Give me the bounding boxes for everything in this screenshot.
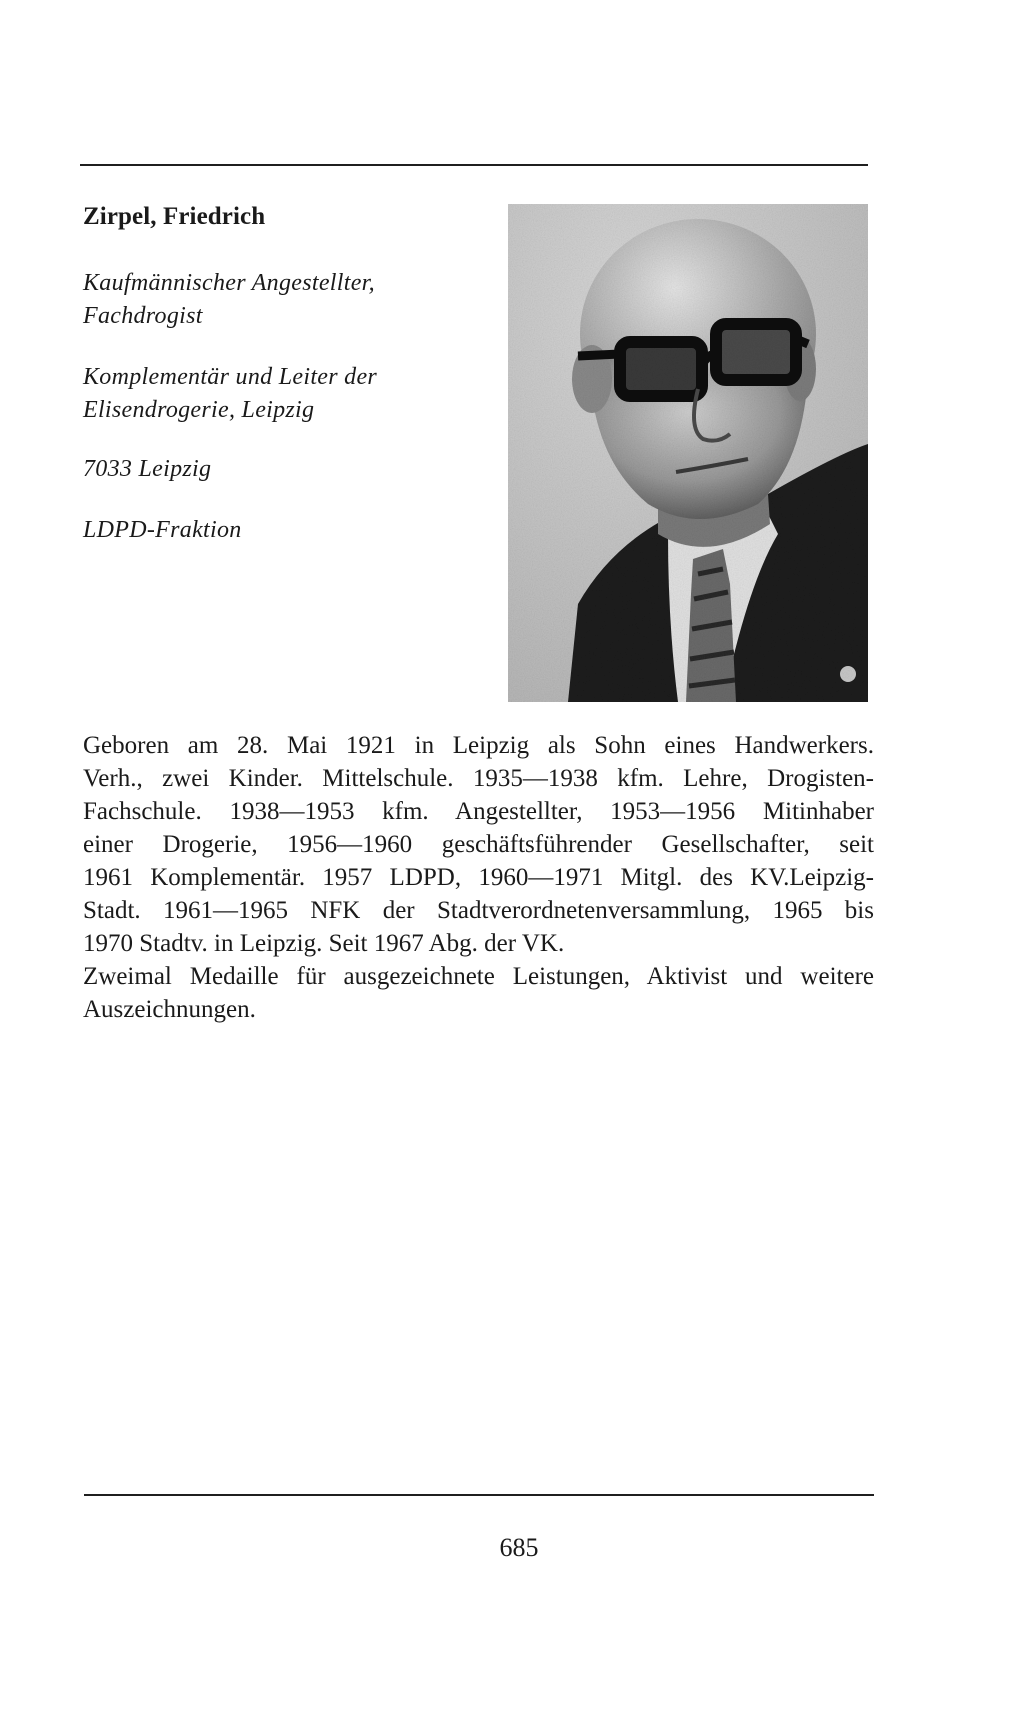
position-line: Elisendrogerie, Leipzig	[83, 397, 315, 423]
biography-line: einer Drogerie, 1956—1960 geschäftsführender Gesellschafter, seit	[83, 831, 874, 858]
person-name: Zirpel, Friedrich	[83, 203, 266, 230]
biography-line: Verh., zwei Kinder. Mittelschule. 1935—1938 kfm. Lehre, Drogisten-	[83, 765, 874, 792]
address: 7033 Leipzig	[83, 456, 212, 482]
biography-line: Zweimal Medaille für ausgezeichnete Leistungen, Aktivist und weitere	[83, 963, 874, 990]
occupation	[83, 267, 375, 333]
bottom-rule	[84, 1494, 874, 1496]
position-line: Komplementär und Leiter der	[83, 364, 378, 390]
biography-line: Stadt. 1961—1965 NFK der Stadtverordnetenversammlung, 1965 bis	[83, 897, 874, 924]
faction: LDPD-Fraktion	[83, 517, 242, 543]
page-number: 685	[499, 1533, 539, 1562]
biography-line: Fachschule. 1938—1953 kfm. Angestellter, 1953—1956 Mitinhaber	[83, 798, 874, 825]
biography-line: 1961 Komplementär. 1957 LDPD, 1960—1971 Mitgl. des KV.Leipzig-	[83, 864, 874, 891]
biography	[83, 729, 874, 1026]
position	[83, 361, 377, 427]
biography-line: Geboren am 28. Mai 1921 in Leipzig als Sohn eines Handwerkers.	[83, 732, 874, 759]
biography-line: Auszeichnungen.	[83, 996, 256, 1023]
portrait-photo	[508, 204, 868, 702]
biography-line: 1970 Stadtv. in Leipzig. Seit 1967 Abg. der VK.	[83, 930, 565, 957]
occupation-line: Fachdrogist	[83, 303, 203, 329]
occupation-line: Kaufmännischer Angestellter,	[83, 270, 375, 296]
top-rule	[80, 164, 868, 166]
